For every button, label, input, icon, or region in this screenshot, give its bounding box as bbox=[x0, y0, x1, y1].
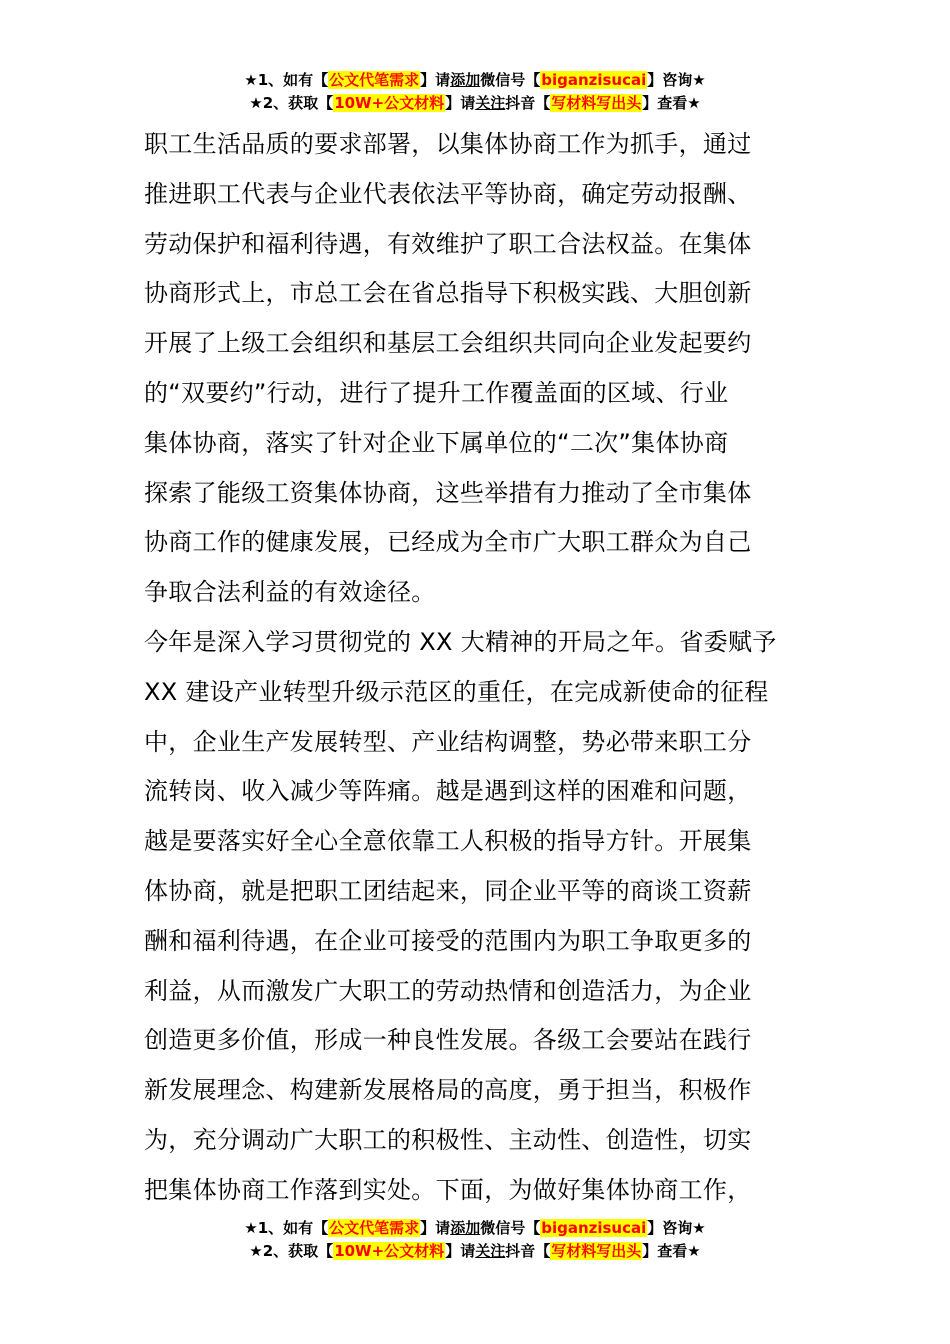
banner-text: ★2、获取【 bbox=[249, 94, 334, 112]
banner-text: 微信号【 bbox=[480, 1219, 541, 1237]
banner-text: 】咨询★ bbox=[647, 71, 706, 89]
body-line: 劳动保护和福利待遇，有效维护了职工合法权益。在集体 bbox=[144, 229, 752, 258]
body-line: 体协商，就是把职工团结起来，同企业平等的商谈工资薪 bbox=[144, 876, 752, 905]
header-banner-line-2 bbox=[0, 92, 950, 115]
banner-underlined-text: 关注 bbox=[475, 94, 506, 112]
banner-highlight-materials: 10W+公文材料 bbox=[334, 94, 445, 112]
banner-highlight-service: 公文代笔需求 bbox=[329, 1219, 420, 1237]
banner-underlined-text: 添加 bbox=[450, 71, 481, 89]
banner-highlight-wechat-id: biganzisucai bbox=[541, 1219, 647, 1237]
body-line: 中，企业生产发展转型、产业结构调整，势必带来职工分 bbox=[144, 727, 752, 756]
footer-banner-line-2 bbox=[0, 1240, 950, 1263]
banner-highlight-materials: 10W+公文材料 bbox=[334, 1242, 445, 1260]
footer-banner bbox=[0, 1217, 950, 1263]
banner-text: ★1、如有【 bbox=[244, 71, 329, 89]
banner-highlight-douyin-account: 写材料写出头 bbox=[551, 94, 642, 112]
footer-banner-line-1 bbox=[0, 1217, 950, 1240]
body-line: 争取合法利益的有效途径。 bbox=[144, 578, 436, 607]
banner-text: 】请 bbox=[420, 71, 451, 89]
banner-highlight-douyin-account: 写材料写出头 bbox=[551, 1242, 642, 1260]
banner-highlight-service: 公文代笔需求 bbox=[329, 71, 420, 89]
banner-text: 抖音【 bbox=[505, 1242, 551, 1260]
document-body bbox=[144, 120, 814, 1216]
header-banner bbox=[0, 69, 950, 115]
body-line: XX 建设产业转型升级示范区的重任，在完成新使命的征程 bbox=[144, 677, 769, 706]
banner-text: ★1、如有【 bbox=[244, 1219, 329, 1237]
body-line: 创造更多价值，形成一种良性发展。各级工会要站在践行 bbox=[144, 1026, 752, 1055]
body-line: 为，充分调动广大职工的积极性、主动性、创造性，切实 bbox=[144, 1125, 752, 1154]
body-line: 利益，从而激发广大职工的劳动热情和创造活力，为企业 bbox=[144, 976, 752, 1005]
body-line: 协商形式上，市总工会在省总指导下积极实践、大胆创新 bbox=[144, 279, 752, 308]
body-line: 的“双要约”行动，进行了提升工作覆盖面的区域、行业 bbox=[144, 378, 729, 407]
banner-text: 】请 bbox=[445, 94, 476, 112]
body-line: 酬和福利待遇，在企业可接受的范围内为职工争取更多的 bbox=[144, 926, 752, 955]
body-line: 把集体协商工作落到实处。下面，为做好集体协商工作， bbox=[144, 1175, 752, 1204]
banner-text: 】查看★ bbox=[642, 94, 701, 112]
banner-text: 】咨询★ bbox=[647, 1219, 706, 1237]
banner-text: ★2、获取【 bbox=[249, 1242, 334, 1260]
body-line: 探索了能级工资集体协商，这些举措有力推动了全市集体 bbox=[144, 478, 752, 507]
body-line: 协商工作的健康发展，已经成为全市广大职工群众为自己 bbox=[144, 528, 752, 557]
banner-text: 抖音【 bbox=[505, 94, 551, 112]
body-line: 今年是深入学习贯彻党的 XX 大精神的开局之年。省委赋予 bbox=[144, 627, 777, 656]
body-line: 越是要落实好全心全意依靠工人积极的指导方针。开展集 bbox=[144, 827, 752, 856]
banner-highlight-wechat-id: biganzisucai bbox=[541, 71, 647, 89]
body-line: 流转岗、收入减少等阵痛。越是遇到这样的困难和问题， bbox=[144, 777, 752, 806]
banner-underlined-text: 关注 bbox=[475, 1242, 506, 1260]
banner-text: 】请 bbox=[445, 1242, 476, 1260]
body-line: 职工生活品质的要求部署，以集体协商工作为抓手，通过 bbox=[144, 130, 752, 158]
body-line: 开展了上级工会组织和基层工会组织共同向企业发起要约 bbox=[144, 329, 752, 358]
banner-text: 】查看★ bbox=[642, 1242, 701, 1260]
header-banner-line-1 bbox=[0, 69, 950, 92]
banner-text: 】请 bbox=[420, 1219, 451, 1237]
body-line: 新发展理念、构建新发展格局的高度，勇于担当，积极作 bbox=[144, 1076, 752, 1105]
banner-text: 微信号【 bbox=[480, 71, 541, 89]
body-line: 集体协商，落实了针对企业下属单位的“二次”集体协商 bbox=[144, 428, 729, 457]
banner-underlined-text: 添加 bbox=[450, 1219, 481, 1237]
body-line: 推进职工代表与企业代表依法平等协商，确定劳动报酬、 bbox=[144, 179, 752, 208]
